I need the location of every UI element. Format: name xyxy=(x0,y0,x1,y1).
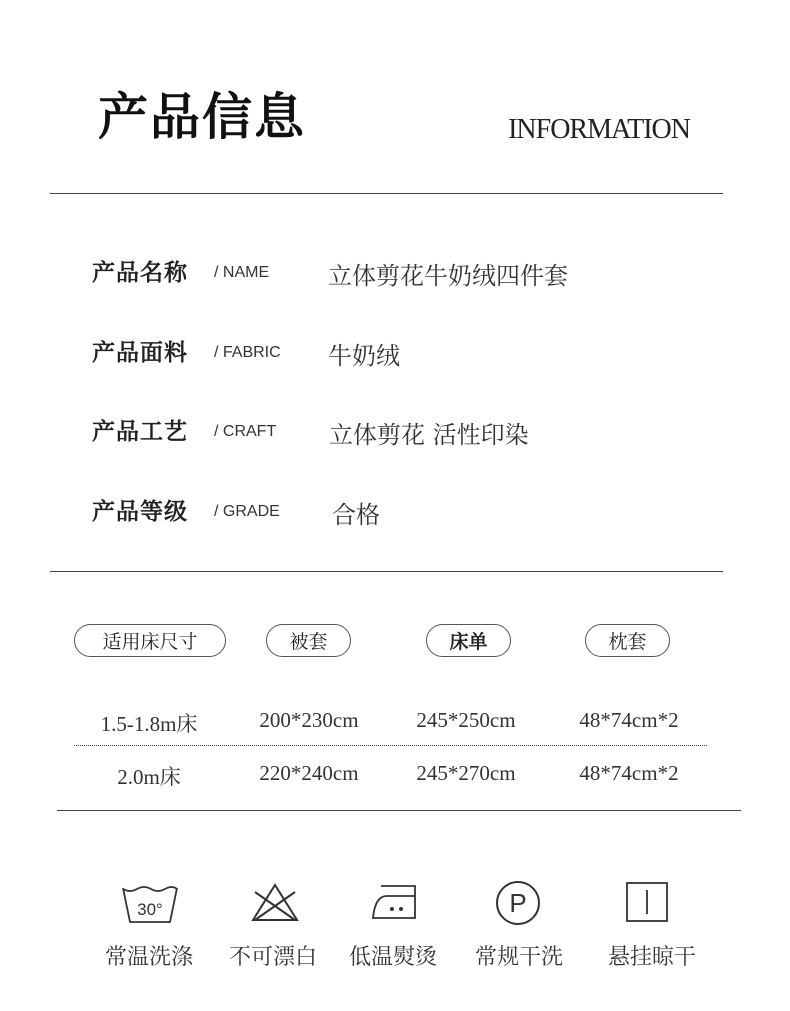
table-cell: 2.0m床 xyxy=(117,765,181,789)
table-cell: 245*270cm xyxy=(416,761,516,785)
table-cell: 48*74cm*2 xyxy=(579,761,679,785)
wash-temp-text: 30° xyxy=(137,900,163,919)
info-label-en: / CRAFT xyxy=(214,423,277,440)
info-label-en: / NAME xyxy=(214,264,270,281)
info-value: 立体剪花牛奶绒四件套 xyxy=(328,262,568,290)
size-header-duvet: 被套 xyxy=(266,624,351,657)
page-title-en: INFORMATION xyxy=(508,114,690,145)
size-header-pillowcase: 枕套 xyxy=(585,624,670,657)
middle-divider xyxy=(50,571,723,572)
table-cell: 245*250cm xyxy=(416,708,516,732)
info-value: 立体剪花 活性印染 xyxy=(329,421,529,449)
info-label: 产品名称 xyxy=(92,260,188,286)
info-label: 产品等级 xyxy=(92,499,188,525)
bottom-divider xyxy=(57,810,741,811)
no-bleach-icon xyxy=(245,880,305,930)
dry-clean-p-icon xyxy=(488,879,548,929)
page-title: 产品信息 xyxy=(98,88,306,146)
care-label-hang: 悬挂晾干 xyxy=(607,945,696,970)
wash-30-icon xyxy=(120,882,180,932)
info-row-craft xyxy=(92,409,712,449)
care-label-bleach: 不可漂白 xyxy=(228,945,317,970)
dry-clean-text: P xyxy=(509,888,527,918)
table-cell: 220*240cm xyxy=(259,761,359,785)
info-label-en: / FABRIC xyxy=(214,344,281,361)
info-label: 产品面料 xyxy=(92,340,188,366)
table-cell: 1.5-1.8m床 xyxy=(100,712,198,736)
care-label-iron: 低温熨烫 xyxy=(348,945,437,970)
iron-low-icon xyxy=(367,882,427,932)
care-label-dryclean: 常规干洗 xyxy=(474,945,563,970)
info-label-en: / GRADE xyxy=(214,503,280,520)
top-divider xyxy=(50,193,723,194)
table-cell: 48*74cm*2 xyxy=(579,708,679,732)
size-header-bed: 适用床尺寸 xyxy=(74,624,226,657)
info-row-name xyxy=(92,250,712,290)
size-header-sheet: 床单 xyxy=(426,624,511,657)
info-row-grade xyxy=(92,489,712,529)
info-row-fabric xyxy=(92,330,712,370)
info-value: 牛奶绒 xyxy=(328,342,400,370)
table-cell: 200*230cm xyxy=(259,708,359,732)
hang-dry-icon xyxy=(618,880,678,930)
row-divider xyxy=(74,745,707,746)
info-label: 产品工艺 xyxy=(92,419,188,445)
info-value: 合格 xyxy=(332,501,380,529)
care-label-wash: 常温洗涤 xyxy=(104,945,193,970)
